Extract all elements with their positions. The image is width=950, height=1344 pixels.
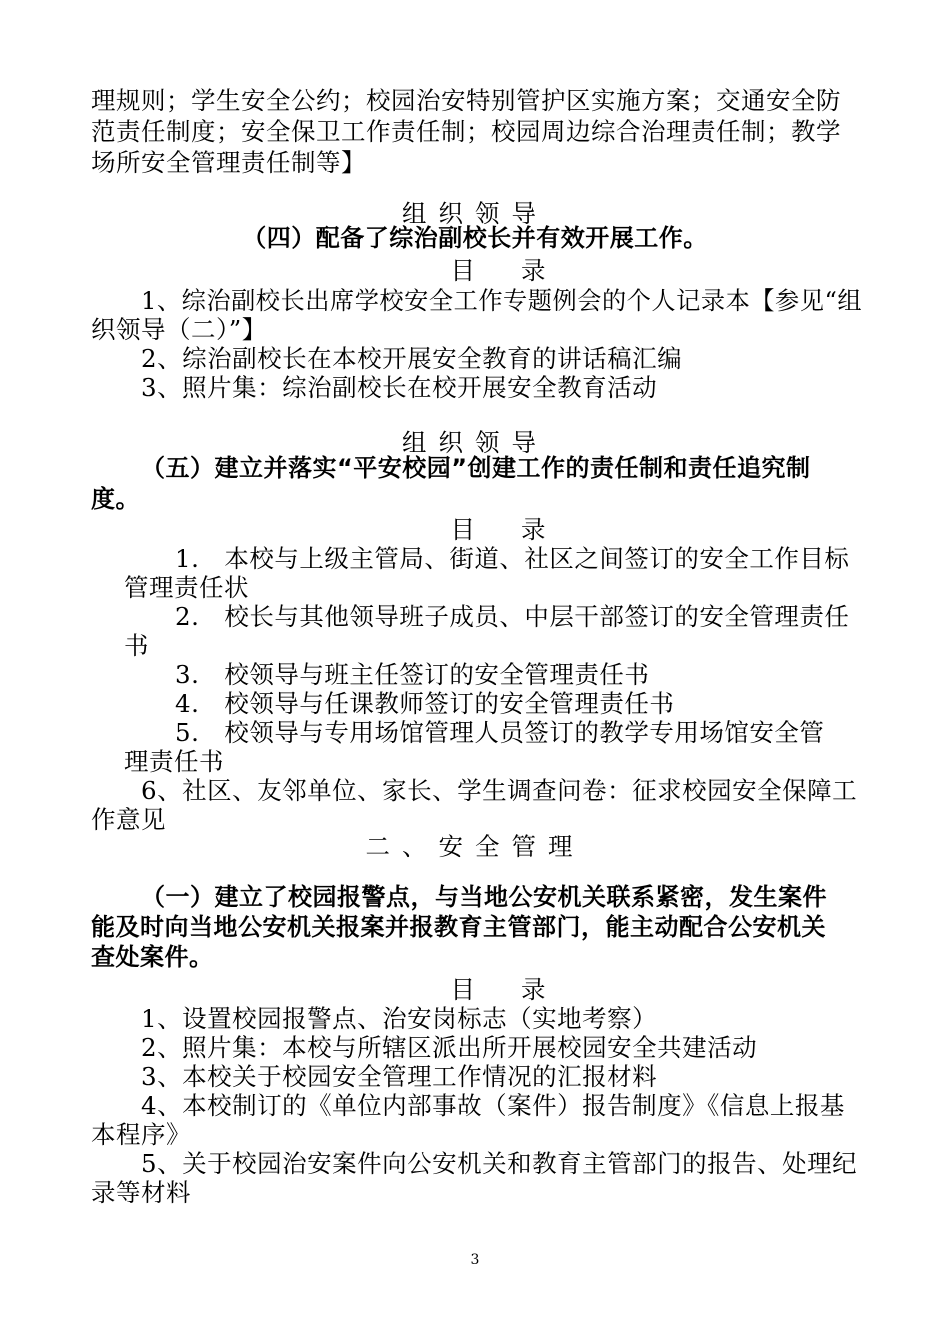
toc-item: 1、设置校园报警点、治安岗标志（实地考察）: [141, 1004, 658, 1033]
intro-line: 理规则；学生安全公约；校园治安特别管护区实施方案；交通安全防: [91, 86, 841, 115]
category-label: 组织领导: [402, 199, 548, 228]
category-label: 组织领导: [402, 428, 548, 457]
toc-item: 1、综治副校长出席学校安全工作专题例会的个人记录本【参见“组: [141, 286, 863, 315]
toc-item: 5. 校领导与专用场馆管理人员签订的教学专用场馆安全管: [175, 718, 825, 747]
toc-label: 目录: [450, 256, 592, 285]
toc-item: 管理责任状: [124, 573, 249, 602]
part-title: 二、安全管理: [365, 832, 585, 861]
toc-item: 2. 校长与其他领导班子成员、中层干部签订的安全管理责任: [175, 602, 850, 631]
section-heading: （四）配备了综治副校长并有效开展工作。: [242, 224, 708, 252]
toc-label: 目录: [450, 975, 592, 1004]
section-heading: （一）建立了校园报警点，与当地公安机关联系紧密，发生案件: [141, 883, 827, 911]
toc-item: 理责任书: [124, 747, 224, 776]
toc-item: 1. 本校与上级主管局、街道、社区之间签订的安全工作目标: [175, 544, 850, 573]
section-heading: 能及时向当地公安机关报案并报教育主管部门，能主动配合公安机关: [91, 913, 826, 941]
toc-item: 2、综治副校长在本校开展安全教育的讲话稿汇编: [141, 344, 683, 373]
toc-item: 4. 校领导与任课教师签订的安全管理责任书: [175, 689, 675, 718]
page-number: 3: [470, 1252, 480, 1268]
toc-item: 书: [124, 631, 149, 660]
toc-item: 3、本校关于校园安全管理工作情况的汇报材料: [141, 1062, 658, 1091]
toc-item: 6、社区、友邻单位、家长、学生调查问卷：征求校园安全保障工: [141, 776, 858, 805]
toc-item: 织领导（二）”】: [91, 315, 267, 344]
toc-item: 3、照片集：综治副校长在校开展安全教育活动: [141, 373, 658, 402]
toc-item: 5、关于校园治安案件向公安机关和教育主管部门的报告、处理纪: [141, 1149, 858, 1178]
section-heading: 度。: [91, 485, 140, 513]
toc-item: 2、照片集：本校与所辖区派出所开展校园安全共建活动: [141, 1033, 758, 1062]
toc-item: 4、本校制订的《单位内部事故（案件）报告制度》《信息上报基: [141, 1091, 845, 1120]
section-heading: （五）建立并落实“平安校园”创建工作的责任制和责任追究制: [141, 454, 811, 482]
toc-label: 目录: [450, 515, 592, 544]
intro-line: 场所安全管理责任制等】: [91, 148, 366, 177]
toc-item: 作意见: [91, 805, 166, 834]
toc-item: 本程序》: [91, 1120, 191, 1149]
toc-item: 3. 校领导与班主任签订的安全管理责任书: [175, 660, 650, 689]
toc-item: 录等材料: [91, 1178, 191, 1207]
intro-line: 范责任制度；安全保卫工作责任制；校园周边综合治理责任制；教学: [91, 117, 841, 146]
section-heading: 查处案件。: [91, 943, 214, 971]
